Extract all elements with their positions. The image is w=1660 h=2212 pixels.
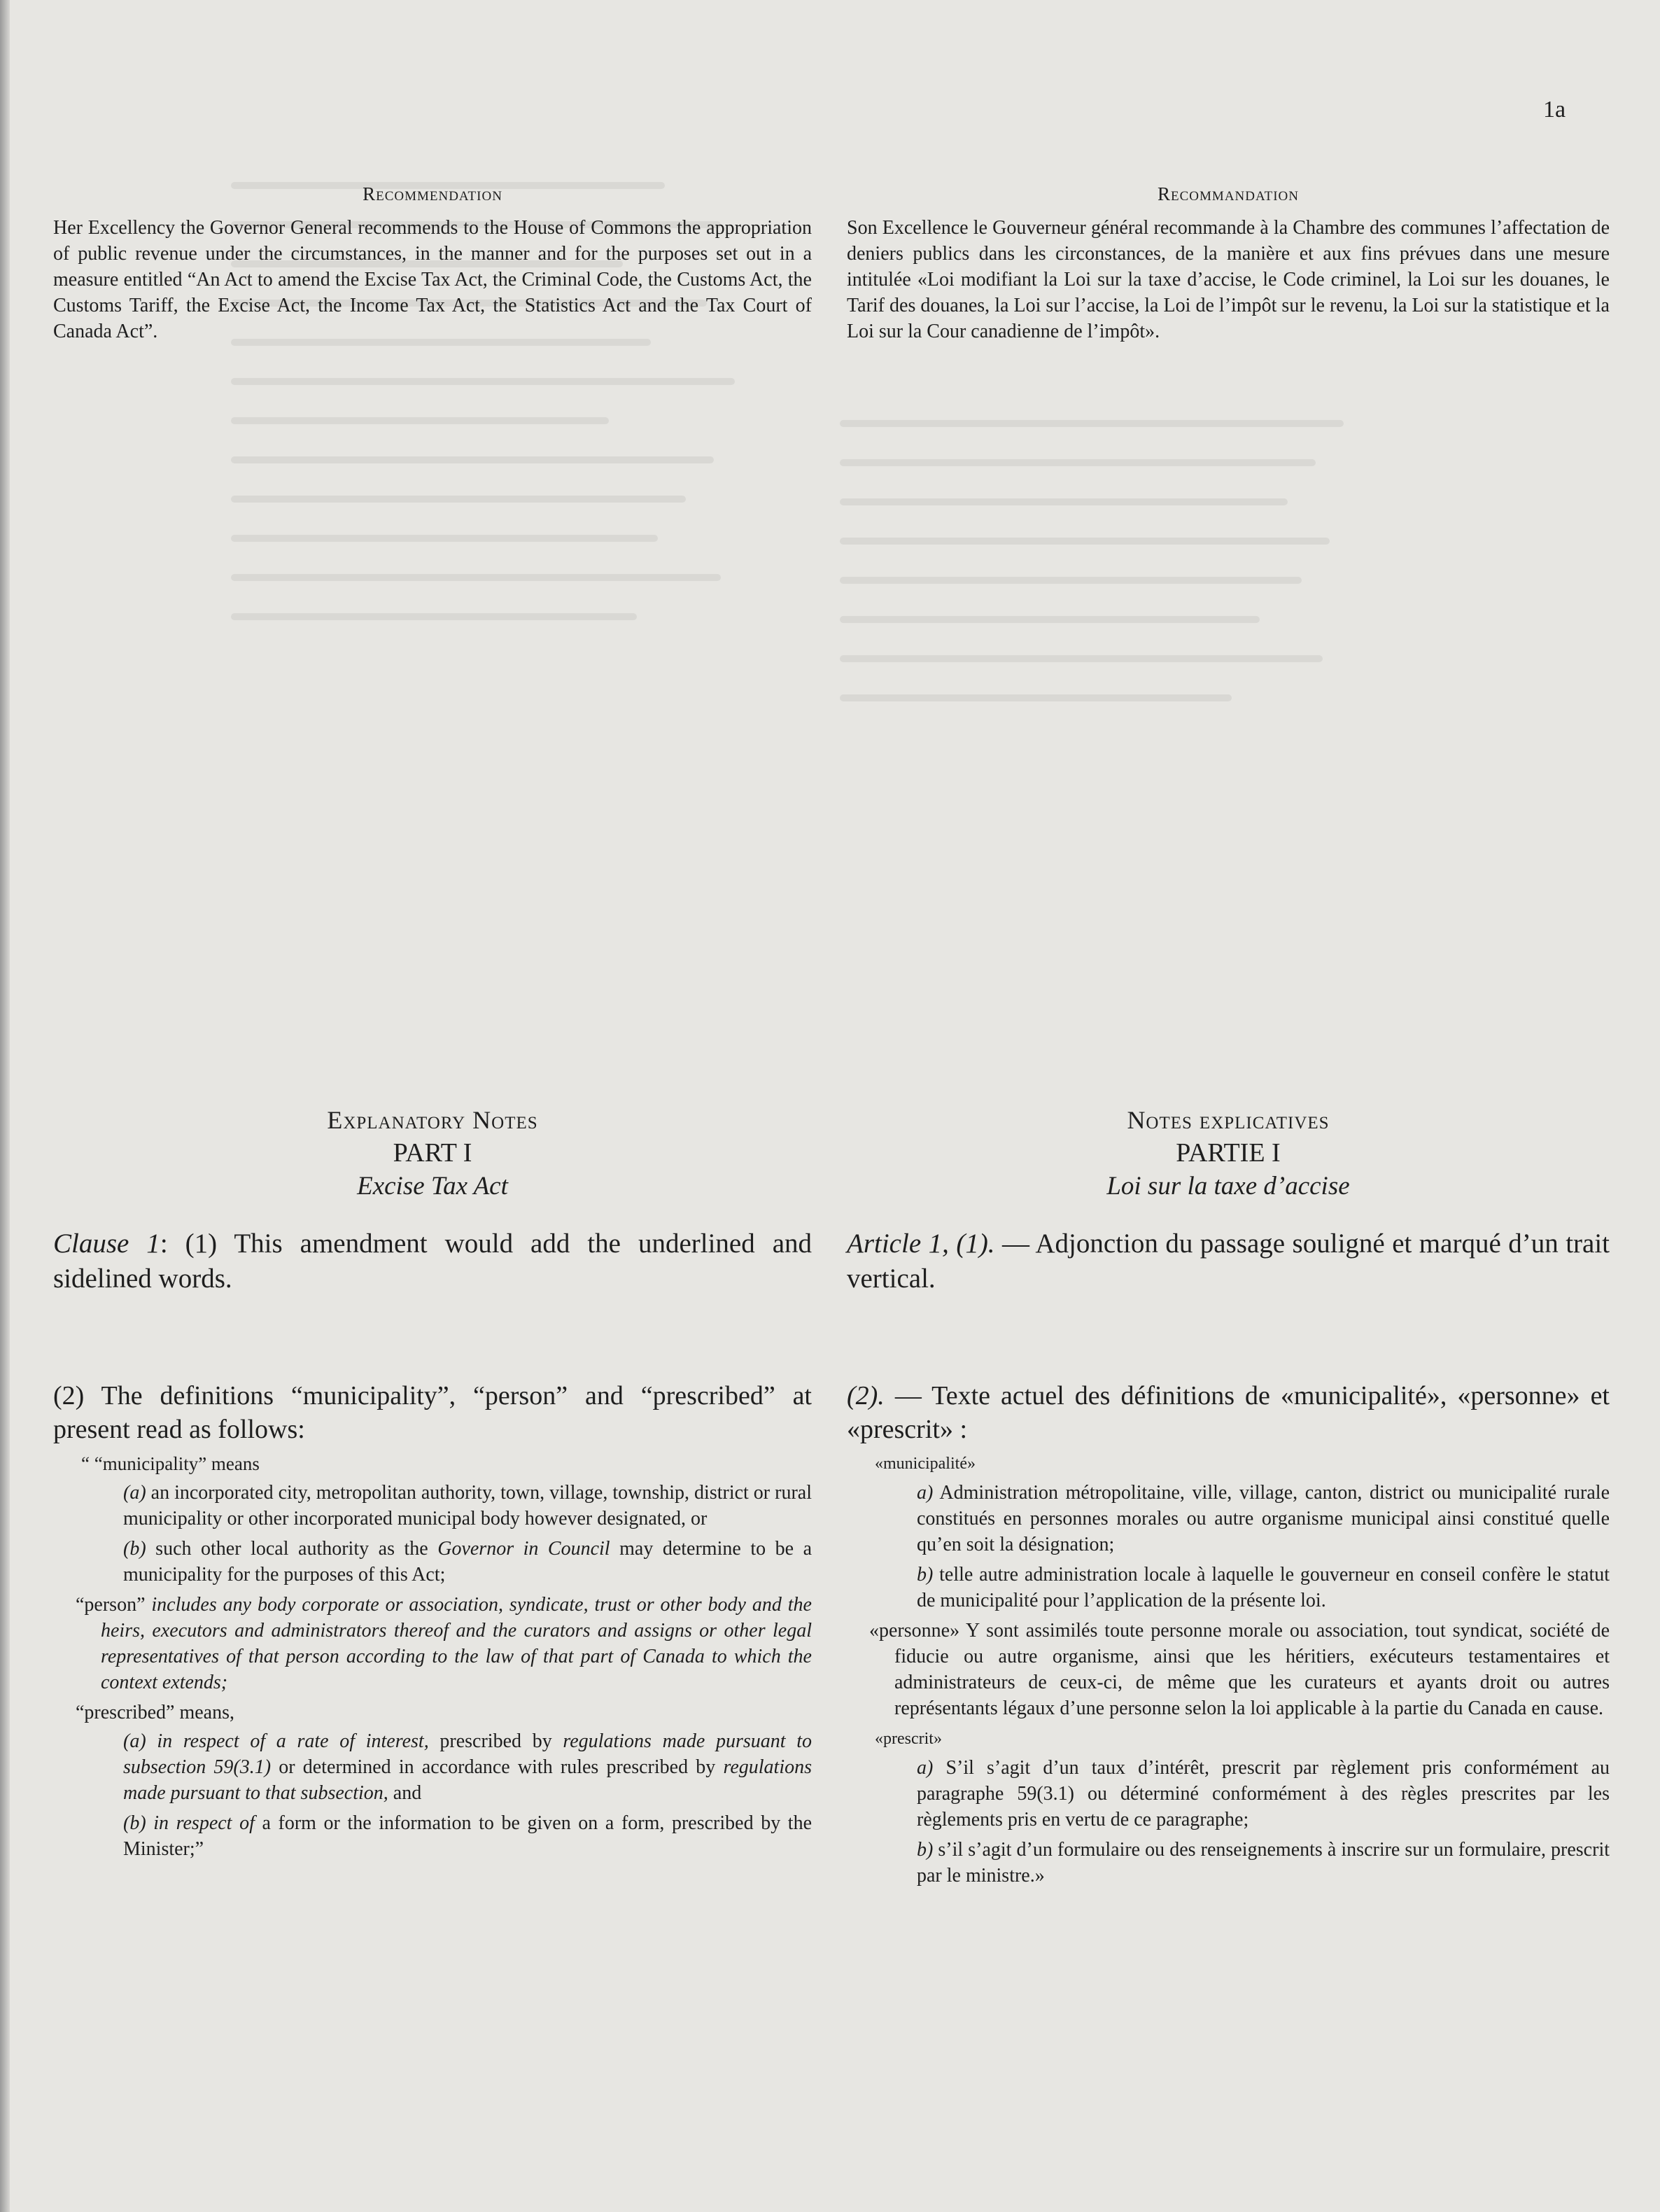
- person-definition: “person” includes any body corporate or association, syndicate, trust or other body and the heirs, executors and administrators thereof and the curators and assigns or other legal representatives of that person according to the law of that part of Canada to which the context extends;: [76, 1594, 812, 1693]
- prescribed-paragraph-a: (a) in respect of a rate of interest, prescribed by regulations made pursuant to subsection 59(3.1) or determined in accordance with rules prescribed by regulations made pursuant to that subsection, and: [123, 1730, 812, 1804]
- clause-text: : (1) This amendment would add the underlined and sidelined words.: [53, 1228, 812, 1294]
- subclause-2-note: [53, 1379, 812, 1866]
- municipality-paragraph-b: (b) such other local authority as the Governor in Council may determine to be a municipality for the purposes of this Act;: [123, 1538, 813, 1586]
- paragraphe-2-intro: (2). — Texte actuel des définitions de «municipalité», «personne» et «prescrit» :: [847, 1381, 1610, 1444]
- clause-label: Clause 1: [53, 1228, 160, 1259]
- notes-explicatives-title: Notes explicatives: [1127, 1106, 1330, 1134]
- page-number: 1a: [1543, 97, 1566, 122]
- clause-1-note: [53, 1226, 812, 1296]
- municipality-definition-head: “ “municipality” means: [81, 1453, 260, 1474]
- recommandation-body: Son Excellence le Gouverneur général recommande à la Chambre des communes l’affectation de deniers publics dans les circonstances, de la manière et aux fins prévues dans une mesure intitulée «Loi modifiant la Loi sur la taxe d’accise, le Code criminel, la Loi sur les douanes, le Tarif des douanes, la Loi sur l’accise, la Loi de l’impôt sur le revenu, la Loi sur la statistique et la Loi sur la Cour canadienne de l’impôt».: [847, 217, 1610, 342]
- prescrit-paragraph-b: b) s’il s’agit d’un formulaire ou des renseignements à inscrire sur un formulaire, prescrit par le ministre.»: [917, 1839, 1610, 1886]
- recommendation-title: Recommendation: [363, 183, 502, 204]
- right-column-french: [847, 183, 1610, 344]
- prescribed-paragraph-b: (b) in respect of a form or the information to be given on a form, prescribed by the Minister;”: [123, 1812, 813, 1860]
- page-edge: [0, 0, 10, 2212]
- prescrit-definition-head: «prescrit»: [875, 1730, 942, 1748]
- loi-title: Loi sur la taxe d’accise: [1106, 1172, 1350, 1200]
- notes-explicatives-heading: [847, 1105, 1610, 1203]
- partie-title: PARTIE I: [1176, 1138, 1281, 1168]
- municipalite-paragraph-b: b) telle autre administration locale à laquelle le gouverneur en conseil confère le statut de municipalité pour l’application de la présente loi.: [917, 1564, 1610, 1611]
- municipalite-paragraph-a: a) Administration métropolitaine, ville, village, canton, district ou municipalité rurale constitués en personnes morales ou autre organisme municipal ainsi constitué quelle qu’en soit la désignation;: [917, 1482, 1610, 1555]
- article-1-note: [847, 1226, 1610, 1296]
- prescrit-paragraph-a: a) S’il s’agit d’un taux d’intérêt, prescrit par règlement pris conformément au paragraphe 59(3.1) ou déterminé conformément à des règles prescrites par les règlements pris en vertu de ce paragraphe;: [917, 1757, 1610, 1830]
- explanatory-notes-heading: [53, 1105, 812, 1203]
- recommandation-title: Recommandation: [1158, 183, 1299, 204]
- act-title: Excise Tax Act: [357, 1172, 508, 1200]
- bleed-through-right: [840, 420, 1442, 1190]
- municipalite-definition-head: «municipalité»: [875, 1455, 976, 1473]
- prescribed-definition-head: “prescribed” means,: [76, 1702, 234, 1723]
- personne-definition: «personne» Y sont assimilés toute personne morale ou association, tout syndicat, société de fiducie ou autre organisme, ainsi que les héritiers, exécuteurs testamentaires et administrateurs de ceux-ci, de même que les curateurs et ayants droit ou autres représentants légaux d’une personne selon la loi applicable à la partie du Canada en cause.: [869, 1620, 1610, 1719]
- article-label: Article 1, (1).: [847, 1228, 995, 1259]
- paragraphe-2-note: [847, 1379, 1610, 1893]
- municipality-paragraph-a: (a) an incorporated city, metropolitan authority, town, village, township, district or rural municipality or other incorporated municipal body however designated, or: [123, 1482, 812, 1530]
- recommendation-body: Her Excellency the Governor General recommends to the House of Commons the appropriation of public revenue under the circumstances, in the manner and for the purposes set out in a measure entitled “An Act to amend the Excise Tax Act, the Criminal Code, the Customs Act, the Customs Tariff, the Excise Act, the Income Tax Act, the Statistics Act and the Tax Court of Canada Act”.: [53, 217, 812, 342]
- left-column-english: [53, 183, 812, 344]
- notes-title: Explanatory Notes: [327, 1106, 538, 1134]
- part-title: PART I: [393, 1138, 472, 1168]
- subclause-2-intro: (2) The definitions “municipality”, “person” and “prescribed” at present read as follows:: [53, 1381, 812, 1444]
- article-text: — Adjonction du passage souligné et marqué d’un trait vertical.: [847, 1228, 1610, 1294]
